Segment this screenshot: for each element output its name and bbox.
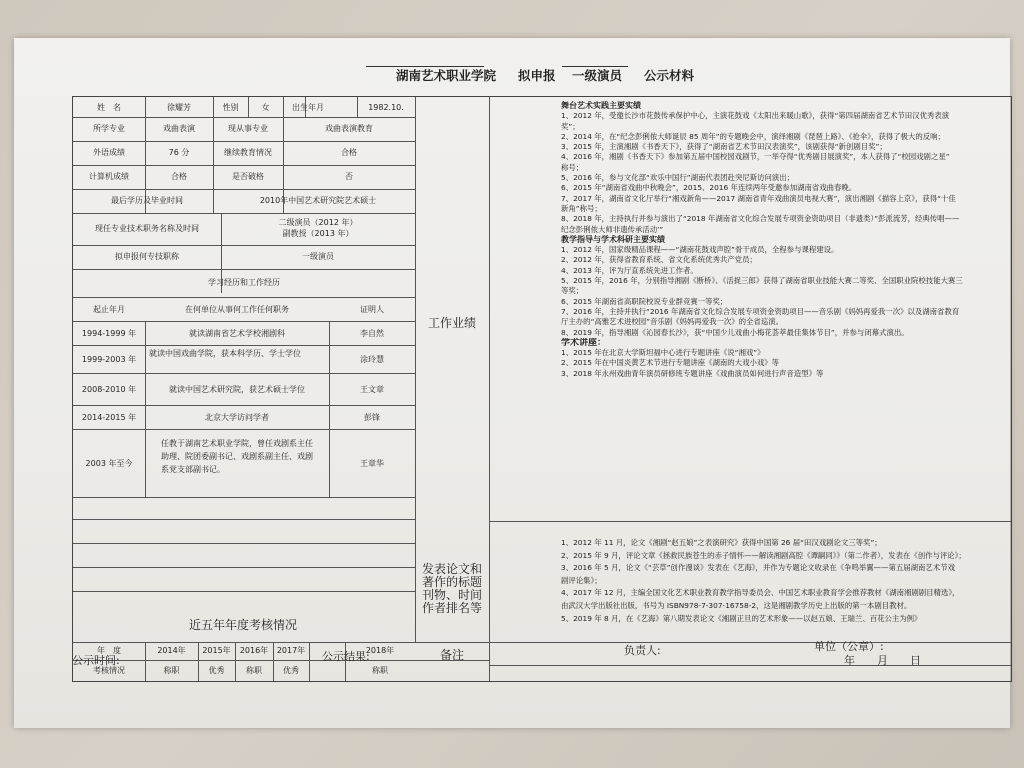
history-period-2: 1999-2003 年: [81, 355, 137, 364]
review-year-3: 2016年: [239, 646, 269, 655]
footer-unit: 单位（公章）:: [814, 640, 884, 653]
history-period-3: 2008-2010 年: [81, 385, 137, 394]
review-year-4: 2017年: [276, 646, 306, 655]
review-year-1: 2014年: [157, 646, 186, 655]
pub-line: 1、2012 年 11 月，论文《湘剧“赵五娘”之表演研究》获得中国第 26 届“田汉戏剧论文三等奖”；: [561, 538, 882, 547]
review-result-5: 称职: [372, 666, 388, 675]
footer-result: 公示结果:: [322, 650, 370, 663]
lecture-line: 1、2015 年在北京大学斯坦福中心进行专题讲座《说“湘戏”》: [561, 348, 765, 358]
apply-value: 一级演员: [302, 252, 334, 261]
stage-line: 2、2014 年，在“纪念彭俐侬大师诞辰 85 周年”的专题晚会中，演绎湘剧《琵琶上路》、《抢伞》，获得了极大的反响；: [561, 131, 945, 141]
history-witness-3: 王文章: [360, 385, 384, 394]
teach-line: 等奖；: [561, 286, 584, 296]
teach-line: 1、2012 年，国家级精品课程——“湖南花鼓戏声腔”骨干成员，全程参与课程建设。: [561, 245, 839, 255]
review-result-1: 称职: [163, 666, 180, 675]
review-year-5: 2018年: [365, 646, 395, 655]
review-result-4: 优秀: [283, 666, 299, 675]
title-school: 湖南艺术职业学院: [396, 68, 497, 83]
history-content-1: 就读湖南省艺术学校湘剧科: [189, 329, 285, 338]
pub-line: 由武汉大学出版社出版，书号为 ISBN978-7-307-16758-2，这是湘剧教学历史上出版的第一本剧目教材。: [561, 600, 912, 610]
application-form: [72, 96, 1012, 682]
footer-date: 年 月 日: [844, 654, 921, 667]
achievements: [561, 101, 1007, 379]
teach-line: 2、2012 年，获得省教育系统、省文化系统优秀共产党员；: [561, 255, 757, 265]
review-result-3: 称职: [246, 666, 262, 675]
history-witness-1: 李自然: [360, 329, 384, 338]
stage-line: 纪念彭俐侬大师非遗传承活动’”: [561, 224, 664, 234]
fl-value: 76 分: [168, 148, 190, 157]
teach-line: 5、2015 年，2016 年，分别指导湘剧《断桥》、《活捉三郎》获得了湖南省职业技能大赛二等奖、全国职业院校技能大赛三: [561, 276, 963, 286]
pub-label: 发表论文和著作的标题刊物、时间作者排名等: [421, 562, 482, 615]
birth-value: 1982.10.: [368, 103, 404, 112]
stage-line: 4、2016 年，湘剧《书香天下》参加第五届中国校园戏剧节，一举夺得“优秀剧目展演奖”，本人获得了“校园戏剧之星”: [561, 152, 950, 162]
stage-line: 奖”；: [561, 121, 580, 131]
history-content-5: 任教于湖南艺术职业学院，曾任戏剧系主任助理、院团委副书记、戏剧系副主任、戏剧系党支部副书记。: [161, 439, 313, 474]
publications: [561, 537, 1007, 625]
gender-value: 女: [261, 103, 270, 112]
title-apply: 拟申报: [518, 68, 556, 83]
cur-major-value: 戏曲表演教育: [325, 124, 373, 133]
history-witness-4: 彭锋: [364, 413, 380, 422]
document-title: [366, 64, 786, 86]
col-content: 在何单位从事何工作任何职务: [185, 305, 289, 314]
review-result-2: 优秀: [208, 666, 225, 675]
work-label: 工作业绩: [427, 316, 476, 330]
history-content-3: 就读中国艺术研究院，获艺术硕士学位: [169, 385, 305, 394]
stage-line: 6、2015 年“湖南省戏曲中秋晚会”，2015、2016 年连续两年受邀参加湖南省戏曲春晚。: [561, 183, 857, 193]
teach-line: 4、2013 年，评为厅直系统先进工作者。: [561, 265, 698, 275]
birth-label: 出生年月: [292, 103, 324, 112]
history-witness-2: 涂玲慧: [360, 355, 384, 364]
lecture-heading: 学术讲座：: [561, 337, 607, 348]
footer-owner: 负责人:: [624, 644, 661, 657]
review-year-2: 2015年: [202, 646, 231, 655]
stage-line: 3、2015 年，主演湘剧《书香天下》，获得了“湖南省艺术节田汉表演奖”，该剧获得“新创剧目奖”；: [561, 142, 887, 152]
teach-heading: 教学指导与学术科研主要实绩: [561, 234, 665, 244]
teach-line: 8、2019 年，指导湘剧《沁园春长沙》，获“中国少儿戏曲小梅花荟萃最佳集体节目”，并参与闭幕式演出。: [561, 327, 909, 337]
teach-line: 6、2015 年湖南省高职院校说专业群竞赛一等奖；: [561, 296, 728, 306]
gender-label: 性别: [222, 103, 239, 112]
title-value-1: 二级演员（2012 年）: [278, 218, 358, 227]
remark-label: 备注: [439, 648, 464, 662]
history-content-4: 北京大学访问学者: [205, 413, 269, 422]
footer-time: 公示时间:: [72, 654, 120, 667]
pub-line: 2、2015 年 9 月，评论文章《拯救民族苍生的赤子情怀——解读湘剧高腔《谭嗣同》》（第二作者），发表在《创作与评论》；: [561, 550, 966, 560]
name-value: 徐耀芳: [167, 103, 191, 112]
exempt-value: 否: [345, 172, 353, 181]
teach-line: 7、2016 年，主持并执行“2016 年湖南省文化综合发展专项资金资助项目——音乐剧《妈妈再爱我一次》以及湖南省教育: [561, 306, 960, 316]
stage-heading: 舞台艺术实践主要实绩: [561, 101, 641, 110]
review-year-label: 年 度: [97, 646, 121, 655]
history-witness-5: 王章华: [360, 459, 384, 468]
history-period-5: 2003 年至今: [85, 459, 133, 468]
stage-line: 1、2012 年，受邀长沙市花鼓传承保护中心，主演花鼓戏《太阳出来暖山歌》，获得“第四届湖南省艺术节田汉优秀表演: [561, 111, 950, 121]
history-period-1: 1994-1999 年: [81, 329, 137, 338]
review-result-label: 考核情况: [93, 666, 125, 675]
pub-line: 剧评论集》；: [561, 575, 602, 585]
document-paper: [14, 38, 1010, 728]
stage-line: 7、2017 年，湖南省文化厅举行“湘戏新角——2017 湖南省青年戏曲演员电视大赛”，演出湘剧《描容上京》，获得“十佳: [561, 193, 956, 203]
ce-label: 继续教育情况: [224, 148, 272, 157]
comp-value: 合格: [171, 172, 187, 181]
edu-value: 2010年中国艺术研究院艺术硕士: [259, 196, 377, 205]
stage-line: 新角”称号；: [561, 203, 602, 213]
pub-line: 3、2016 年 5 月，论文《“芸草”创作漫谈》发表在《艺海》，并作为专题论文收录在《争鸣举翼——第五届湖南艺术节戏: [561, 563, 955, 573]
history-content-2: 就读中国戏曲学院，获本科学历、学士学位: [149, 349, 301, 358]
exempt-label: 是否破格: [232, 172, 264, 181]
lecture-line: 2、2015 年在中国炎黄艺术节进行专题讲座《湖南的大戏小戏》等: [561, 358, 780, 368]
col-witness: 证明人: [360, 305, 384, 314]
history-period-4: 2014-2015 年: [81, 413, 137, 422]
name-label: 姓 名: [97, 103, 121, 112]
title-suffix: 公示材料: [644, 68, 695, 83]
col-period: 起止年月: [93, 305, 125, 314]
fl-label: 外语成绩: [93, 148, 125, 157]
comp-label: 计算机成绩: [89, 172, 129, 181]
stage-line: 5、2016 年，参与文化部“欢乐中国行”湖南代表团赴突尼斯访问演出；: [561, 173, 795, 183]
apply-label: 拟申报何专技职称: [115, 252, 179, 261]
major-value: 戏曲表演: [163, 124, 195, 133]
ce-value: 合格: [341, 148, 357, 157]
stage-line: 8、2018 年，主持执行并参与演出了“2018 年湖南省文化综合发展专项资金资助项目（非遗类）”彭派流芳，经典传唱——: [561, 214, 960, 224]
pub-line: 5、2019 年 8 月，在《艺海》第八期发表论文《湘剧正旦的艺术形象——以赵五娘、王瑞兰、百花公主为例》: [561, 613, 922, 623]
major-label: 所学专业: [93, 124, 125, 133]
title-value-2: 副教授（2013 年）: [282, 229, 354, 238]
cur-major-label: 现从事专业: [228, 124, 268, 133]
history-heading: 学习经历和工作经历: [208, 278, 280, 287]
title-label: 现任专业技术职务名称及时间: [95, 224, 199, 233]
pub-line: 4、2017 年 12 月，主编全国文化艺术职业教育教学指导委员会、中国艺术职业教育学会推荐教材《湖南湘剧剧目精选》，: [561, 588, 960, 598]
lecture-line: 3、2018 年永州戏曲青年演员研修班专题讲座《戏曲演员如何进行声音造型》等: [561, 368, 824, 378]
title-rank: 一级演员: [572, 68, 623, 83]
edu-label: 最后学历及毕业时间: [111, 196, 183, 205]
teach-line: 厅主办的“高雅艺术进校园”音乐剧《妈妈再爱我一次》的全省巡演。: [561, 317, 783, 327]
review-heading: 近五年年度考核情况: [188, 618, 297, 632]
stage-line: 称号；: [561, 162, 584, 172]
